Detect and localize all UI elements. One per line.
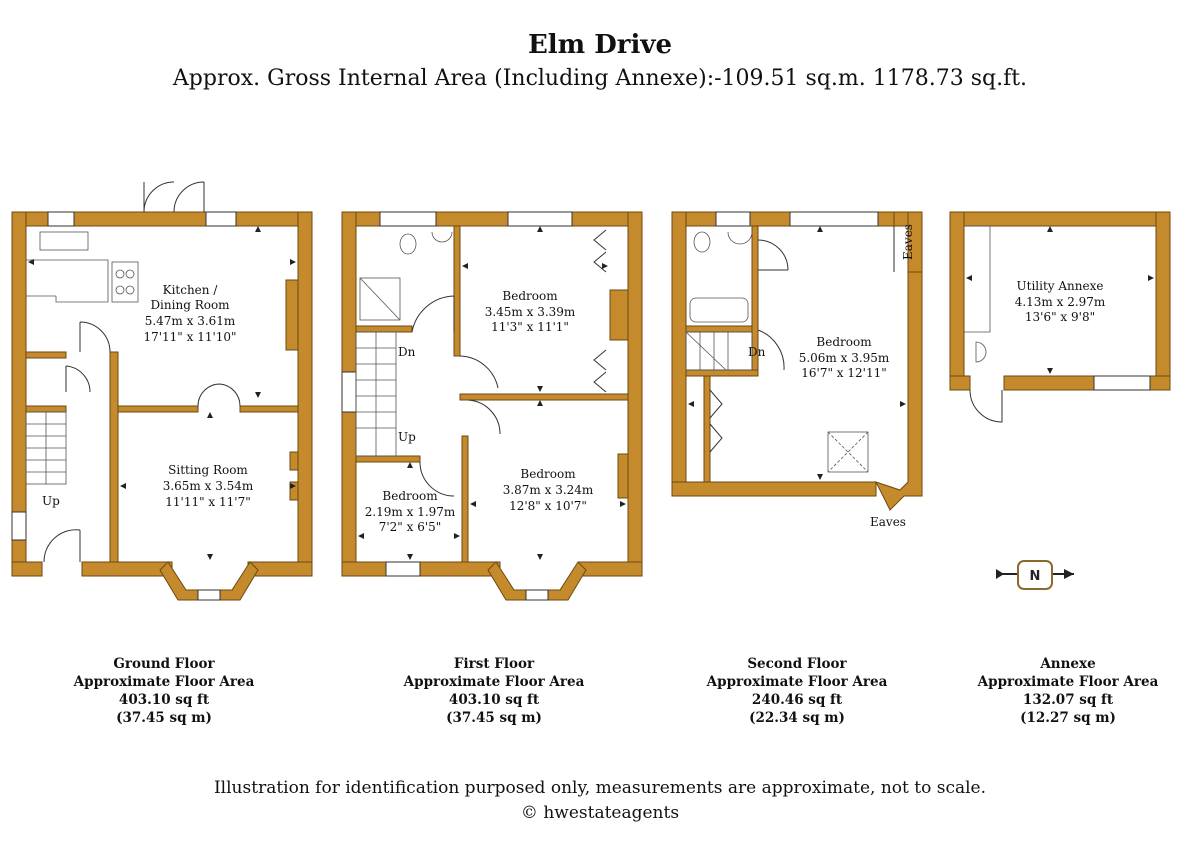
ff-wall-right — [628, 212, 642, 576]
floor-area-sqft: 403.10 sq ft — [448, 692, 540, 708]
sf-wall-wardrobe — [704, 376, 710, 482]
floor-name: Second Floor — [747, 656, 847, 672]
ff-bay-window-glass — [526, 590, 548, 600]
disclaimer-text: Illustration for identification purposed only, measurements are approximate, not to scale. — [213, 778, 987, 798]
sf-wardrobe — [710, 390, 722, 452]
sf-bedroom-name: Bedroom — [816, 335, 872, 349]
sf-eaves-label-top: Eaves — [901, 224, 915, 260]
sitting-room-name: Sitting Room — [168, 463, 248, 477]
ff-chimney-bed1 — [610, 290, 628, 340]
an-basin-icon — [976, 342, 986, 362]
floor-name: Ground Floor — [113, 656, 215, 672]
second-floor-plan — [672, 212, 922, 529]
floor-caption-second — [687, 655, 907, 727]
ff-wall-bottom-left — [342, 562, 386, 576]
gf-chimney-sitting-a — [290, 452, 298, 470]
ff-bedroom2-imperial: 12'8" x 10'7" — [509, 499, 587, 513]
toilet-icon — [400, 234, 416, 254]
basin-icon — [728, 232, 752, 244]
hob-ring-icon — [116, 270, 124, 278]
ff-wall-bed3-top — [356, 456, 420, 462]
sf-window-bed — [790, 212, 878, 226]
sf-eaves-label-bottom: Eaves — [870, 515, 906, 529]
sink-icon — [40, 232, 88, 250]
gf-staircase — [26, 412, 66, 484]
annexe-plan — [950, 212, 1170, 422]
ff-bedroom3-name: Bedroom — [382, 489, 438, 503]
gf-french-doors — [144, 182, 204, 212]
gf-double-door — [198, 384, 240, 406]
sf-wall-right — [876, 272, 922, 510]
sf-window-bath — [716, 212, 750, 226]
an-wall-bottom-left — [950, 376, 970, 390]
floor-caption-annexe — [958, 655, 1178, 727]
utility-annexe-metric: 4.13m x 2.97m — [1014, 295, 1106, 309]
floor-area-sqm: (37.45 sq m) — [116, 710, 212, 726]
gf-wall-stair — [26, 406, 66, 412]
gf-wall-sitting-a — [118, 406, 198, 412]
gross-area-subtitle: Approx. Gross Internal Area (Including Annexe):-109.51 sq.m. 1178.73 sq.ft. — [172, 66, 1028, 91]
ff-bedroom1-metric: 3.45m x 3.39m — [484, 305, 576, 319]
first-floor-plan — [342, 212, 642, 600]
sf-stairs-down-label: Dn — [748, 345, 766, 359]
ff-bedroom2-metric: 3.87m x 3.24m — [502, 483, 594, 497]
sitting-room-metric: 3.65m x 3.54m — [162, 479, 254, 493]
ff-bedroom3-imperial: 7'2" x 6'5" — [378, 520, 442, 534]
gf-wall-right — [298, 212, 312, 576]
an-window — [1094, 376, 1150, 390]
floor-area-sqm: (22.34 sq m) — [749, 710, 845, 726]
floor-name: First Floor — [453, 656, 535, 672]
ff-bedroom1-name: Bedroom — [502, 289, 558, 303]
ff-wall-bath — [454, 226, 460, 356]
gf-wall-bottom-left — [12, 562, 42, 576]
an-wall-right — [1156, 212, 1170, 390]
sitting-room-imperial: 11'11" x 11'7" — [165, 495, 251, 509]
floor-name: Annexe — [1040, 656, 1096, 672]
gf-wall-sitting-b — [240, 406, 298, 412]
hob-icon — [112, 262, 138, 302]
gf-stairs-up-label: Up — [42, 494, 60, 508]
floor-area-label: Approximate Floor Area — [403, 674, 585, 690]
ff-wall-bath-bottom — [356, 326, 412, 332]
floor-area-sqm: (12.27 sq m) — [1020, 710, 1116, 726]
gf-wall-bottom-mid — [82, 562, 172, 576]
gf-window-dining — [206, 212, 236, 226]
kitchen-metric: 5.47m x 3.61m — [144, 314, 236, 328]
hob-ring-icon — [126, 286, 134, 294]
ff-bedroom1-imperial: 11'3" x 11'1" — [491, 320, 569, 334]
ff-door-bed2 — [468, 400, 500, 434]
utility-annexe-name: Utility Annexe — [1016, 279, 1104, 293]
ff-window-landing — [342, 372, 356, 412]
shower-tray-line — [360, 278, 400, 320]
gf-door-kitchen — [80, 322, 110, 352]
ff-window-bed3 — [386, 562, 420, 576]
gf-bay-window-glass — [198, 590, 220, 600]
sf-wall-bath-bottom — [686, 326, 752, 332]
ff-wardrobe-bed1-bottom — [594, 350, 606, 392]
kitchen-imperial: 17'11" x 11'10" — [143, 330, 237, 344]
hob-ring-icon — [116, 286, 124, 294]
ff-bedroom3-metric: 2.19m x 1.97m — [364, 505, 456, 519]
gf-front-door — [44, 530, 80, 562]
basin-icon — [432, 232, 452, 242]
ff-bedroom2-name: Bedroom — [520, 467, 576, 481]
gf-window-kitchen — [48, 212, 74, 226]
skylight-icon — [828, 432, 868, 472]
ff-chimney-bed2 — [618, 454, 628, 498]
ground-floor-plan — [12, 182, 312, 600]
floor-area-sqft: 132.07 sq ft — [1022, 692, 1114, 708]
sf-door-bath — [758, 240, 788, 270]
ff-window-bed1 — [508, 212, 572, 226]
gf-door-cupboard — [66, 366, 90, 392]
an-wall-left — [950, 212, 964, 390]
copyright-text: © hwestateagents — [520, 803, 680, 823]
ff-door-bathroom — [412, 296, 454, 332]
floor-area-label: Approximate Floor Area — [73, 674, 255, 690]
an-wall-top — [950, 212, 1170, 226]
ff-staircase — [356, 332, 396, 456]
bath-icon — [690, 298, 748, 322]
floor-area-sqft: 403.10 sq ft — [118, 692, 210, 708]
ff-wall-bed3-side — [462, 436, 468, 562]
sf-wall-bottom — [672, 482, 876, 496]
gf-worktop — [26, 260, 108, 302]
ff-wall-bottom-right — [578, 562, 642, 576]
floor-area-sqm: (37.45 sq m) — [446, 710, 542, 726]
ff-stairs-down-label: Dn — [398, 345, 416, 359]
sf-bedroom-imperial: 16'7" x 12'11" — [801, 366, 887, 380]
floor-area-label: Approximate Floor Area — [706, 674, 888, 690]
sf-wall-stair-bottom — [686, 370, 758, 376]
ff-stairs-up-label: Up — [398, 430, 416, 444]
compass-north-label: N — [1029, 569, 1041, 584]
utility-annexe-imperial: 13'6" x 9'8" — [1024, 310, 1096, 324]
gf-window-hall — [12, 512, 26, 540]
floor-area-sqft: 240.46 sq ft — [751, 692, 843, 708]
kitchen-name-2: Dining Room — [150, 298, 230, 312]
an-door — [970, 390, 1002, 422]
sf-bedroom-metric: 5.06m x 3.95m — [798, 351, 890, 365]
gf-wall-cupboard — [26, 352, 66, 358]
an-worktop — [964, 226, 990, 332]
toilet-icon — [694, 232, 710, 252]
ff-wall-bed-divider — [460, 394, 628, 400]
ff-window-bath — [380, 212, 436, 226]
floor-caption-ground — [54, 655, 274, 727]
plan-title: Elm Drive — [527, 30, 673, 60]
floor-area-label: Approximate Floor Area — [977, 674, 1159, 690]
ff-door-bed1 — [460, 356, 498, 388]
floor-caption-first — [384, 655, 604, 727]
gf-chimney-kitchen — [286, 280, 298, 350]
hob-ring-icon — [126, 270, 134, 278]
sf-wall-left — [672, 212, 686, 496]
ff-wall-bottom-mid — [420, 562, 500, 576]
compass-icon — [996, 561, 1074, 589]
gf-wall-hall — [110, 352, 118, 562]
gf-measure-arrows — [28, 226, 296, 560]
sf-staircase — [686, 332, 752, 370]
kitchen-name-1: Kitchen / — [162, 283, 218, 297]
